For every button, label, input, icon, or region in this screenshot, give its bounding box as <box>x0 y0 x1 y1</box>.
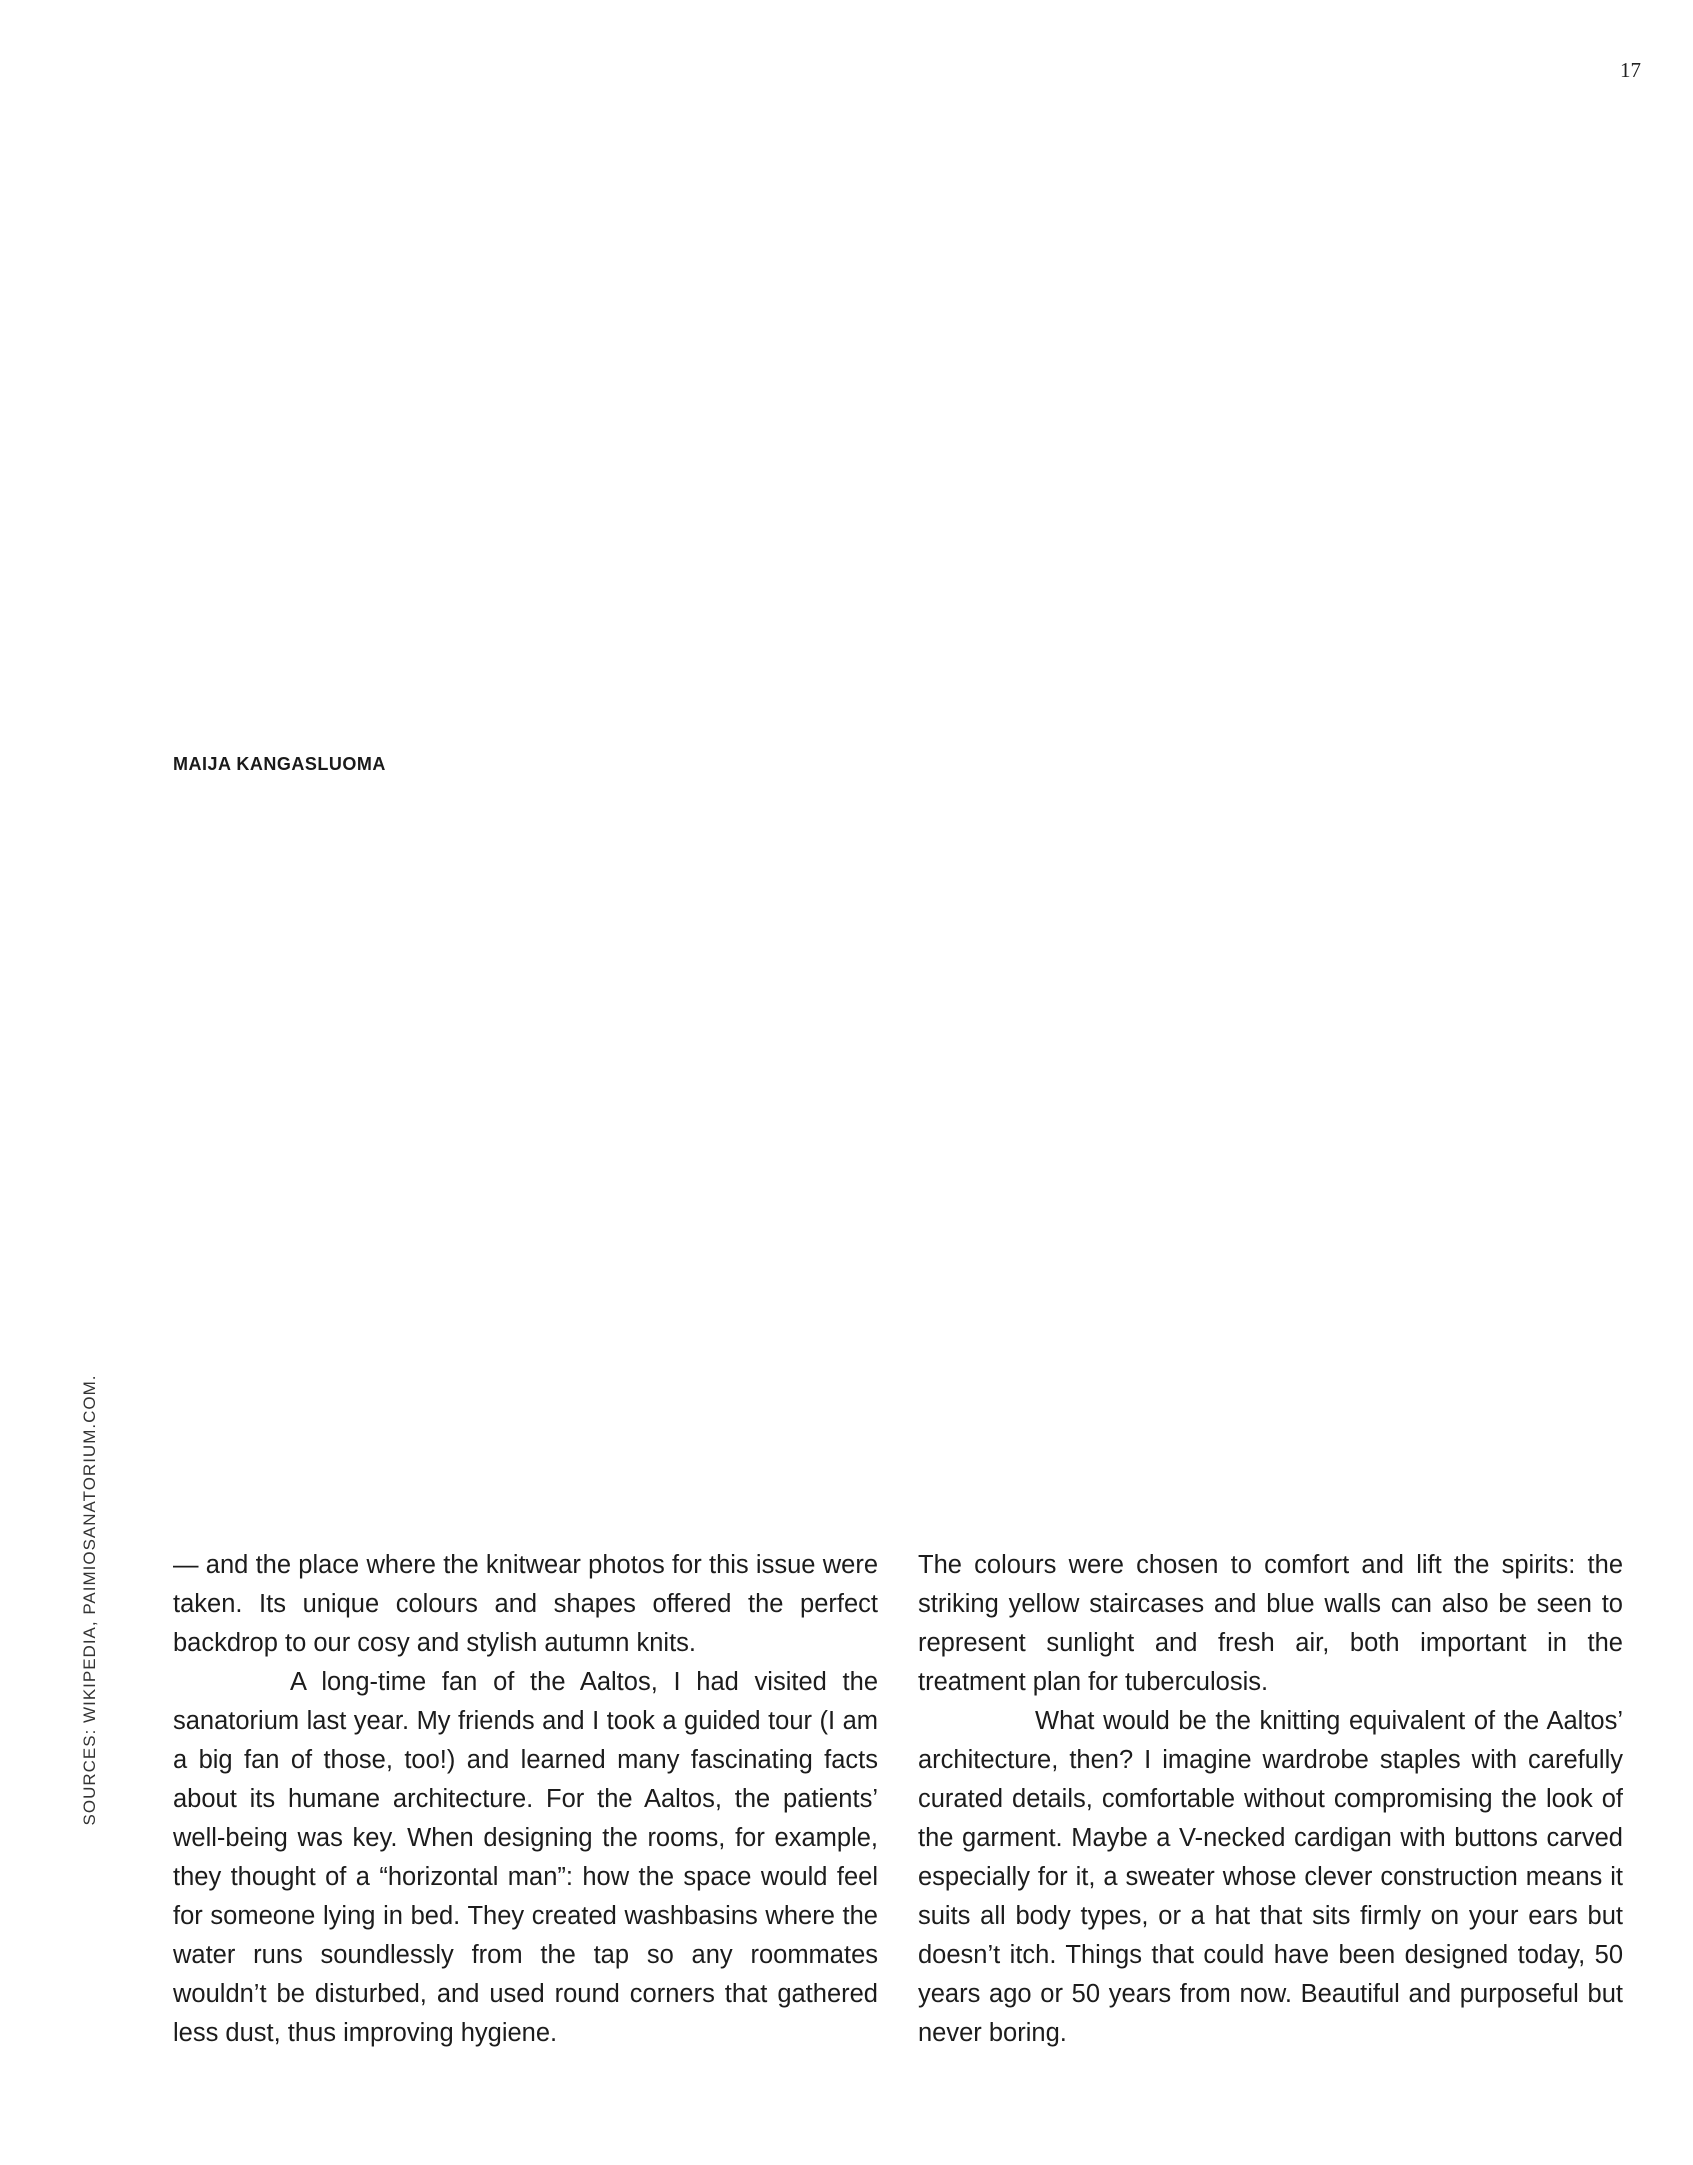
paragraph: — and the place where the knitwear photos for this issue were taken. Its unique colours and shapes offered the perfect backdrop to our cosy and stylish autumn knits. <box>173 1551 878 1657</box>
article-column-right <box>918 1546 1623 2053</box>
paragraph: A long-time fan of the Aaltos, I had visited the sanatorium last year. My friends and I took a guided tour (I am a big fan of those, too!) and learned many fascinating facts about its humane architecture. For the Aaltos, the patients’ well-being was key. When designing the rooms, for example, they thought of a “horizontal man”: how the space would feel for someone lying in bed. They created washbasins where the water runs soundlessly from the tap so any roommates wouldn’t be disturbed, and used round corners that gathered less dust, thus improving hygiene. <box>173 1668 878 2047</box>
page-number: 17 <box>1620 58 1641 82</box>
paragraph: What would be the knitting equivalent of the Aaltos’ architecture, then? I imagine wardrobe staples with carefully curated details, comfortable without compromising the look of the garment. Maybe a V-necked cardigan with buttons carved especially for it, a sweater whose clever construction means it suits all body types, or a hat that sits firmly on your ears but doesn’t itch. Things that could have been designed today, 50 years ago or 50 years from now. Beautiful and purposeful but never boring. <box>918 1707 1623 2047</box>
article-body <box>173 1546 1623 2053</box>
article-column-left <box>173 1546 878 2053</box>
paragraph: The colours were chosen to comfort and lift the spirits: the striking yellow staircases and blue walls can also be seen to represent sunlight and fresh air, both important in the treatment plan for tuberculosis. <box>918 1551 1623 1696</box>
sources-credit: SOURCES: WIKIPEDIA, PAIMIOSANATORIUM.COM. <box>80 1374 99 1826</box>
author-byline: MAIJA KANGASLUOMA <box>173 754 386 774</box>
